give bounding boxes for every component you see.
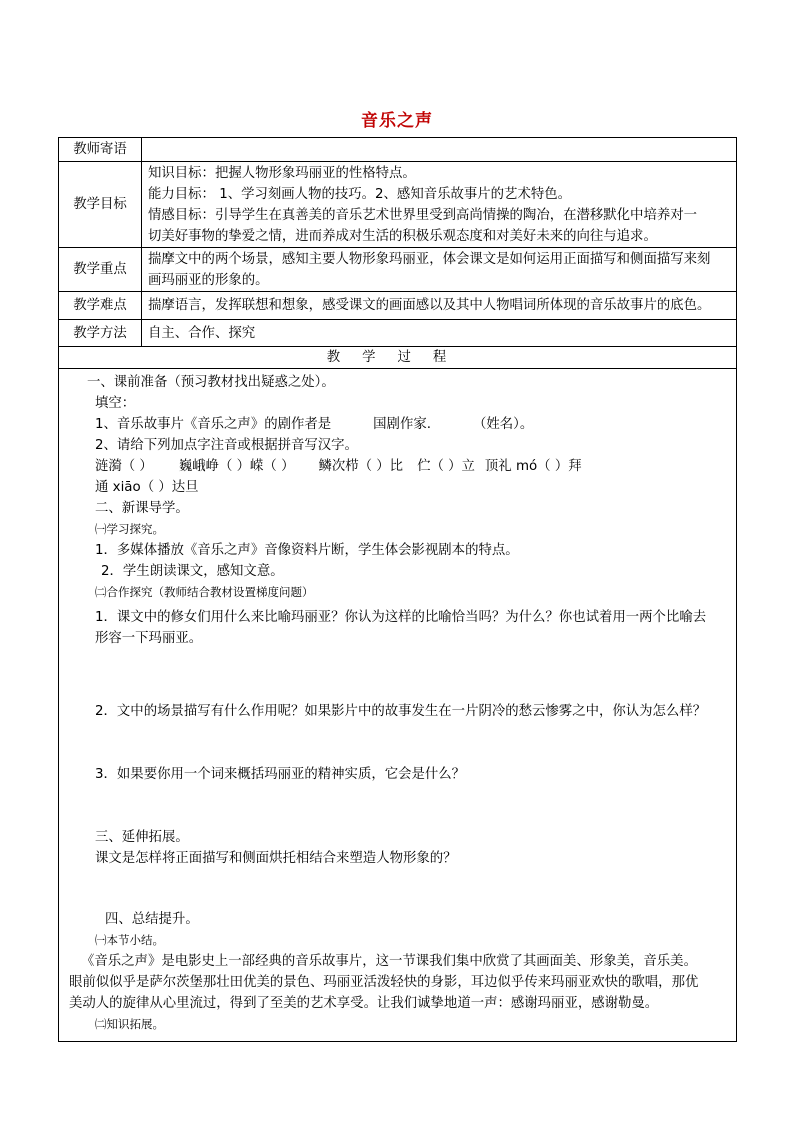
label-methods: 教学方法 bbox=[59, 320, 142, 347]
value-difficulties bbox=[142, 292, 737, 320]
pinyin-item: 涟漪（ ） bbox=[95, 459, 153, 474]
question-author bbox=[67, 414, 732, 435]
pinyin-item: 鳞次栉（ ）比 bbox=[318, 459, 404, 474]
row-key-points bbox=[59, 248, 737, 292]
subsection-summary: ㈠本节小结。 bbox=[95, 933, 164, 947]
value-teacher-message bbox=[142, 138, 737, 162]
extension-question: 课文是怎样将正面描写和侧面烘托相结合来塑造人物形象的？ bbox=[95, 851, 457, 866]
row-process-header bbox=[59, 347, 737, 369]
pinyin-item: 伫（ ）立 bbox=[417, 459, 475, 474]
question-author-b: 国剧作家. bbox=[373, 417, 431, 432]
subsection-cooperation: ㈡合作探究（教师结合教材设置梯度问题） bbox=[95, 585, 314, 599]
value-teaching-goals bbox=[142, 162, 737, 248]
lesson-plan-table bbox=[58, 137, 737, 1042]
section-3-heading: 三、延伸拓展。 bbox=[95, 830, 189, 845]
label-difficulties: 教学难点 bbox=[59, 292, 142, 320]
key-points-line-1: 揣摩文中的两个场景，感知主要人物形象玛丽亚，体会课文是如何运用正面描写和侧面描写来刻 bbox=[148, 251, 711, 267]
label-teacher-message: 教师寄语 bbox=[59, 138, 142, 162]
pinyin-item: 巍峨峥（ ）嵘（ ） bbox=[178, 459, 295, 474]
step-2: 2．学生朗读课文，感知文意。 bbox=[101, 564, 284, 579]
section-4-heading: 四、总结提升。 bbox=[105, 912, 199, 927]
summary-line-1: 《音乐之声》是电影史上一部经典的音乐故事片，这一节课我们集中欣赏了其画面美、形象美，音乐美。 bbox=[81, 954, 697, 969]
value-key-points bbox=[142, 248, 737, 292]
question-2: 2．文中的场景描写有什么作用呢？如果影片中的故事发生在一片阴冷的愁云惨雾之中，你认为怎么样？ bbox=[95, 704, 707, 719]
row-teaching-goals bbox=[59, 162, 737, 248]
row-teacher-message bbox=[59, 138, 737, 162]
subsection-study: ㈠学习探究。 bbox=[95, 522, 164, 536]
methods-line-1: 自主、合作、探究 bbox=[148, 325, 256, 341]
label-teaching-goals: 教学目标 bbox=[59, 162, 142, 248]
question-3: 3．如果要你用一个词来概括玛丽亚的精神实质，它会是什么？ bbox=[95, 767, 466, 782]
difficulties-line-1: 揣摩语言，发挥联想和想象，感受课文的画面感以及其中人物唱词所体现的音乐故事片的底色。 bbox=[148, 298, 711, 313]
question-author-c: （姓名）。 bbox=[473, 417, 534, 432]
process-body bbox=[59, 369, 737, 1042]
subsection-knowledge-extension: ㈡知识拓展。 bbox=[95, 1017, 164, 1031]
row-difficulties bbox=[59, 292, 737, 320]
row-process-body bbox=[59, 369, 737, 1042]
goal-knowledge: 知识目标：把握人物形象玛丽亚的性格特点。 bbox=[148, 165, 416, 181]
value-methods bbox=[142, 320, 737, 347]
goal-ability: 能力目标： 1、学习刻画人物的技巧。2、感知音乐故事片的艺术特色。 bbox=[148, 186, 572, 202]
page-title: 音乐之声 bbox=[361, 111, 433, 131]
fill-blank-label: 填空： bbox=[95, 396, 136, 411]
row-methods bbox=[59, 320, 737, 347]
question-1-line-2: 形容一下玛丽亚。 bbox=[95, 631, 203, 646]
goal-emotion-2: 切美好事物的挚爱之情，进而养成对生活的积极乐观态度和对美好未来的向往与追求。 bbox=[148, 228, 657, 244]
goal-emotion-1: 情感目标：引导学生在真善美的音乐艺术世界里受到高尚情操的陶冶，在潜移默化中培养对一 bbox=[148, 207, 698, 223]
process-header: 教学过程 bbox=[59, 347, 737, 369]
pinyin-item-last: 通 xiāo（ ）达旦 bbox=[95, 480, 199, 495]
key-points-line-2: 画玛丽亚的形象的。 bbox=[148, 272, 269, 288]
summary-line-3: 美动人的旋律从心里流过，得到了至美的艺术享受。让我们诚挚地道一声：感谢玛丽亚，感谢勒曼。 bbox=[69, 996, 659, 1011]
pinyin-instruction: 2、请给下列加点字注音或根据拼音写汉字。 bbox=[95, 438, 358, 453]
label-key-points: 教学重点 bbox=[59, 248, 142, 292]
section-1-heading: 一、课前准备（预习教材找出疑惑之处）。 bbox=[87, 375, 335, 390]
question-author-a: 1、音乐故事片《音乐之声》的剧作者是 bbox=[95, 417, 332, 432]
pinyin-item: 顶礼 mó（ ）拜 bbox=[484, 459, 582, 474]
question-1-line-1: 1．课文中的修女们用什么来比喻玛丽亚？你认为这样的比喻恰当吗？为什么？你也试着用一两个比喻去 bbox=[95, 610, 707, 625]
summary-line-2: 眼前似似乎是萨尔茨堡那壮田优美的景色、玛丽亚活泼轻快的身影，耳边似乎传来玛丽亚欢快的歌唱，那优 bbox=[69, 975, 699, 990]
pinyin-items bbox=[67, 456, 732, 477]
step-1: 1．多媒体播放《音乐之声》音像资料片断，学生体会影视剧本的特点。 bbox=[95, 543, 519, 558]
section-2-heading: 二、新课导学。 bbox=[95, 501, 189, 516]
